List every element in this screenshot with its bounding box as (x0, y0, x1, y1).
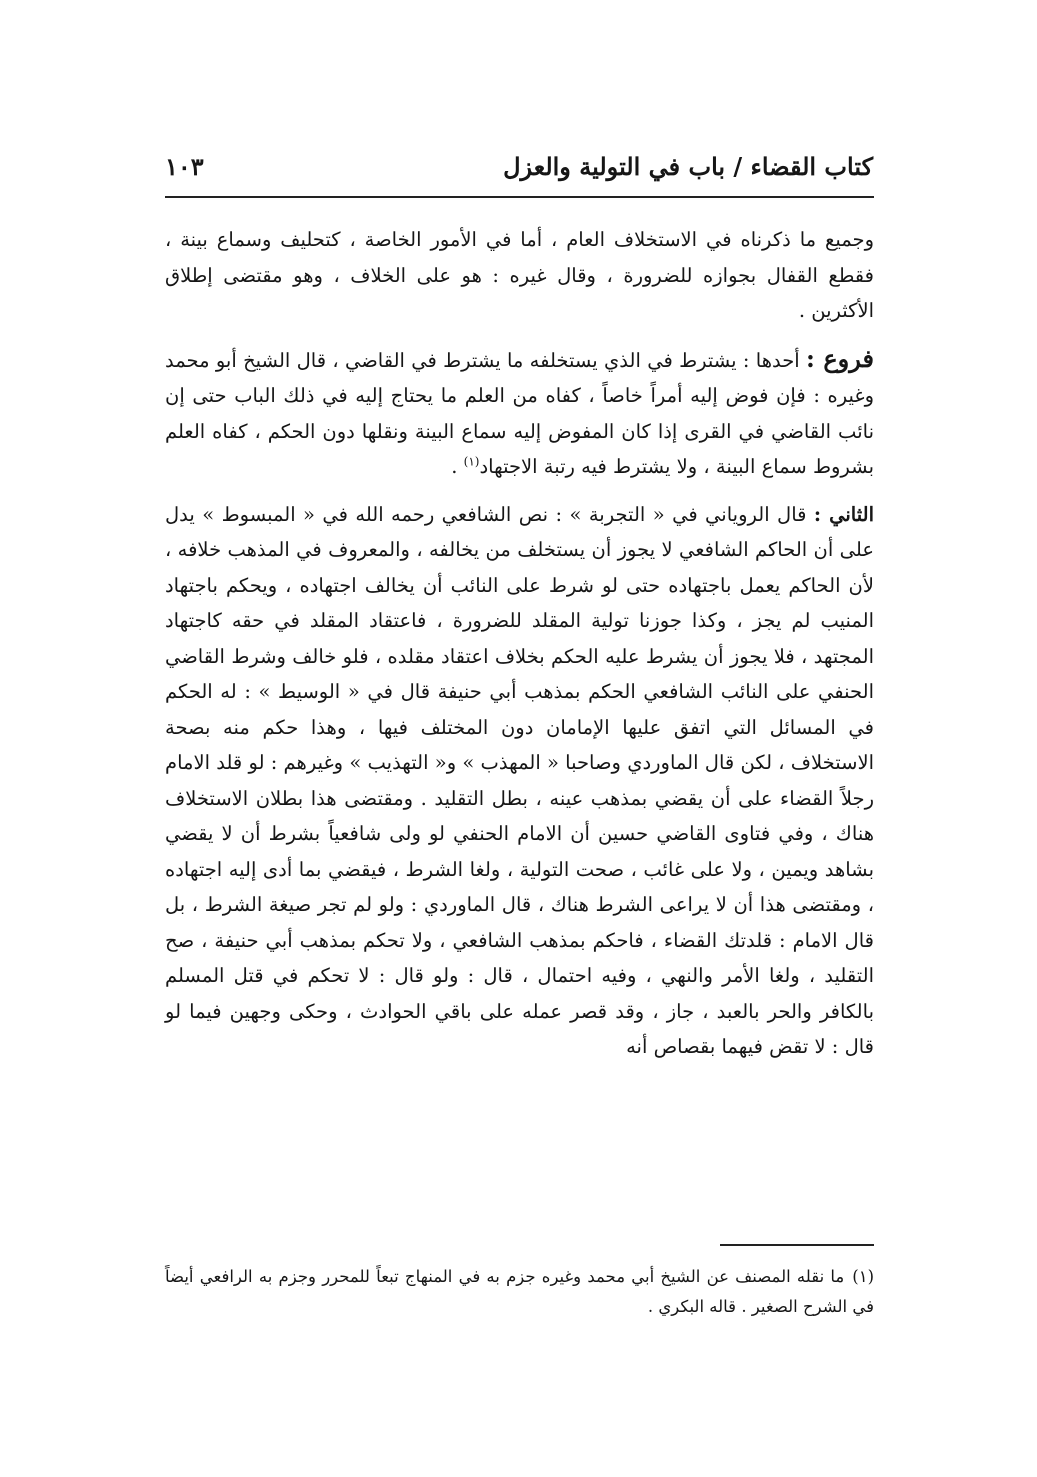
footnote-text: ما نقله المصنف عن الشيخ أبي محمد وغيره جزم به في المنهاج تبعاً للمحرر وجزم به الرافعي أيضاً في الشرح الصغير . قاله البكري . (165, 1267, 874, 1316)
footnotes (165, 1262, 874, 1322)
footnote-marker: (١) (852, 1267, 874, 1286)
page-number: ١٠٣ (165, 152, 204, 181)
paragraph-2-text: أحدها : يشترط في الذي يستخلفه ما يشترط في القاضي ، قال الشيخ أبو محمد وغيره : فإن فوض إليه أمراً خاصاً ، كفاه من العلم ما يحتاج إليه في ذلك الباب حتى إن نائب القاضي في القرى إذا كان المفوض إليه سماع البينة ونقلها دون الحكم ، كفاه العلم بشروط سماع البينة ، ولا يشترط فيه رتبة الاجتهاد (165, 348, 874, 478)
paragraph-1-text: وجميع ما ذكرناه في الاستخلاف العام ، أما في الأمور الخاصة ، كتحليف وسماع بينة ، فقطع القفال بجوازه للضرورة ، وقال غيره : هو على الخلاف ، وهو مقتضى إطلاق الأكثرين . (165, 228, 874, 322)
paragraph-2-end: . (451, 455, 464, 478)
page-header (165, 150, 873, 192)
header-divider (165, 196, 874, 198)
footnote-1 (165, 1262, 874, 1322)
running-head: كتاب القضاء / باب في التولية والعزل (503, 152, 873, 181)
paragraph-1 (165, 222, 874, 329)
paragraph-3 (165, 497, 874, 1065)
paragraph-3-text: قال الروياني في « التجربة » : نص الشافعي رحمه الله في « المبسوط » يدل على أن الحاكم الشافعي لا يجوز أن يستخلف من يخالفه ، والمعروف في المذهب خلافه ، لأن الحاكم يعمل باجتهاده حتى لو شرط على النائب أن يخالف اجتهاده ، ويحكم باجتهاد المنيب لم يجز ، وكذا جوزنا تولية المقلد للضرورة ، فاعتقاد المقلد في حقه كاجتهاد المجتهد ، فلا يجوز أن يشرط عليه الحكم بخلاف اعتقاد مقلده ، فلو خالف وشرط القاضي الحنفي على النائب الشافعي الحكم بمذهب أبي حنيفة قال في « الوسيط » : له الحكم في المسائل التي اتفق عليها الإمامان دون المختلف فيها ، وهذا حكم منه بصحة الاستخلاف ، لكن قال الماوردي وصاحبا « المهذب » و« التهذيب » وغيرهم : لو قلد الامام رجلاً القضاء على أن يقضي بمذهب عينه ، بطل التقليد . ومقتضى هذا بطلان الاستخلاف هناك ، وفي فتاوى القاضي حسين أن الامام الحنفي لو ولى شافعياً بشرط أن لا يقضي بشاهد ويمين ، ولا على غائب ، صحت التولية ، ولغا الشرط ، فيقضي بما أدى إليه اجتهاده ، ومقتضى هذا أن لا يراعى الشرط هناك ، قال الماوردي : ولو لم تجر صيغة الشرط ، بل قال الامام : قلدتك القضاء ، فاحكم بمذهب الشافعي ، ولا تحكم بمذهب أبي حنيفة ، صح التقليد ، ولغا الأمر والنهي ، وفيه احتمال ، قال : ولو قال : لا تحكم في قتل المسلم بالكافر والحر بالعبد ، جاز ، وقد قصر عمله على باقي الحوادث ، وحكى وجهين فيما لو قال : لا تقض فيهما بقصاص أنه (165, 502, 874, 1058)
main-text (165, 222, 874, 1065)
footnote-divider (720, 1244, 874, 1246)
branches-heading: فروع : (806, 343, 874, 373)
paragraph-2 (165, 341, 874, 485)
footnote-reference[interactable]: (١) (463, 454, 480, 469)
second-branch-heading: الثاني : (813, 502, 874, 526)
